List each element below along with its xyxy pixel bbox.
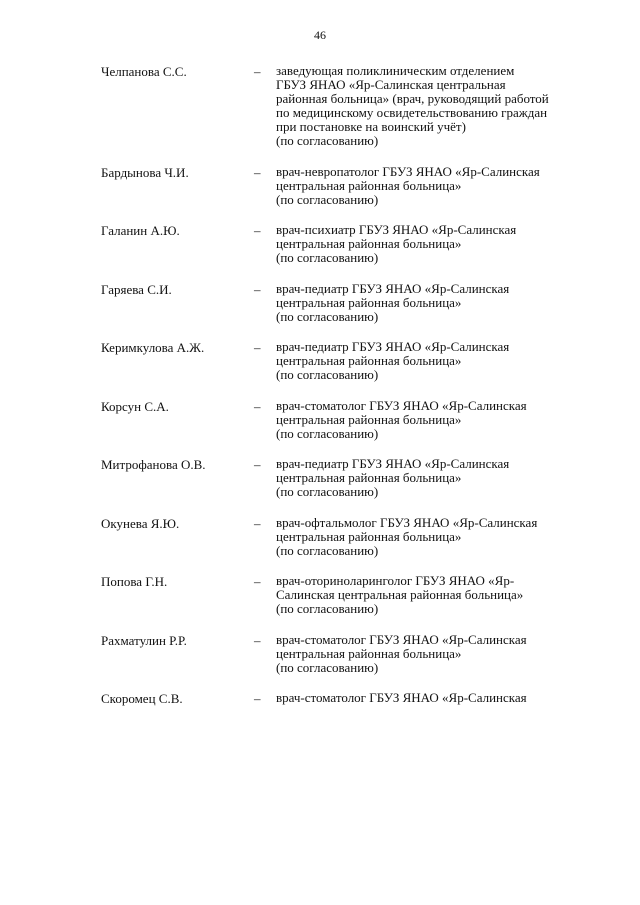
position-line: врач-оториноларинголог ГБУЗ ЯНАО «Яр- (276, 573, 515, 588)
member-name: Попова Г.Н. (101, 574, 168, 589)
member-entry (0, 457, 640, 499)
member-entry (0, 282, 640, 324)
dash-separator: – (254, 691, 261, 706)
member-entry (0, 633, 640, 675)
member-name: Галанин А.Ю. (101, 223, 180, 238)
position-line: Салинская центральная районная больница» (276, 587, 524, 602)
position-line: (по согласованию) (276, 484, 379, 499)
dash-separator: – (254, 223, 261, 238)
position-line: врач-стоматолог ГБУЗ ЯНАО «Яр-Салинская (276, 397, 527, 413)
position-line: центральная районная больница» (276, 236, 462, 251)
position-line: врач-стоматолог ГБУЗ ЯНАО «Яр-Салинская (276, 690, 527, 705)
member-name: Керимкулова А.Ж. (101, 340, 205, 355)
member-name: Скоромец С.В. (101, 691, 183, 706)
member-position (276, 399, 606, 441)
dash-separator: – (254, 632, 261, 648)
dash-separator: – (254, 574, 261, 589)
member-position (276, 574, 606, 616)
position-line: заведующая поликлиническим отделением (276, 63, 515, 78)
member-entry (0, 340, 640, 382)
member-position (276, 633, 606, 675)
commission-member-list (0, 64, 640, 722)
position-line: ГБУЗ ЯНАО «Яр-Салинская центральная (276, 77, 506, 92)
member-name: Окунева Я.Ю. (101, 515, 180, 531)
member-position (276, 64, 606, 148)
position-line: (по согласованию) (276, 133, 379, 148)
position-line: (по согласованию) (276, 601, 379, 616)
position-line: врач-педиатр ГБУЗ ЯНАО «Яр-Салинская (276, 456, 510, 471)
member-name: Рахматулин Р.Р. (101, 632, 187, 648)
member-position (276, 691, 606, 705)
position-line: центральная районная больница» (276, 411, 462, 427)
dash-separator: – (254, 281, 261, 297)
dash-separator: – (254, 64, 261, 79)
dash-separator: – (254, 398, 261, 414)
position-line: центральная районная больница» (276, 528, 462, 544)
position-line: (по согласованию) (276, 659, 379, 675)
member-position (276, 282, 606, 324)
position-line: по медицинскому освидетельствованию граждан (276, 105, 548, 120)
member-name: Митрофанова О.В. (101, 457, 206, 472)
member-entry (0, 223, 640, 265)
position-line: врач-стоматолог ГБУЗ ЯНАО «Яр-Салинская (276, 631, 527, 647)
dash-separator: – (254, 515, 261, 531)
position-line: врач-педиатр ГБУЗ ЯНАО «Яр-Салинская (276, 339, 510, 354)
position-line: (по согласованию) (276, 250, 379, 265)
position-line: при постановке на воинский учёт) (276, 119, 466, 134)
member-position (276, 457, 606, 499)
member-position (276, 223, 606, 265)
member-position (276, 516, 606, 558)
dash-separator: – (254, 164, 261, 180)
position-line: (по согласованию) (276, 367, 379, 382)
member-name: Челпанова С.С. (101, 64, 187, 79)
position-line: (по согласованию) (276, 191, 379, 207)
member-entry (0, 574, 640, 616)
member-entry (0, 691, 640, 705)
dash-separator: – (254, 340, 261, 355)
position-line: (по согласованию) (276, 308, 379, 324)
position-line: районная больница» (врач, руководящий работой (276, 91, 549, 106)
member-name: Гаряева С.И. (101, 281, 172, 297)
position-line: врач-педиатр ГБУЗ ЯНАО «Яр-Салинская (276, 280, 510, 296)
position-line: (по согласованию) (276, 425, 379, 441)
position-line: центральная районная больница» (276, 294, 462, 310)
member-entry (0, 516, 640, 558)
position-line: центральная районная больница» (276, 470, 462, 485)
dash-separator: – (254, 457, 261, 472)
position-line: врач-офтальмолог ГБУЗ ЯНАО «Яр-Салинская (276, 514, 538, 530)
member-entry (0, 165, 640, 207)
member-position (276, 340, 606, 382)
position-line: центральная районная больница» (276, 353, 462, 368)
position-line: центральная районная больница» (276, 645, 462, 661)
member-name: Бардынова Ч.И. (101, 164, 189, 180)
member-entry (0, 64, 640, 148)
position-line: (по согласованию) (276, 542, 379, 558)
member-name: Корсун С.А. (101, 398, 169, 414)
member-entry (0, 399, 640, 441)
page-number: 46 (314, 28, 326, 42)
member-position (276, 165, 606, 207)
position-line: центральная районная больница» (276, 177, 462, 193)
position-line: врач-невропатолог ГБУЗ ЯНАО «Яр-Салинская (276, 163, 540, 179)
position-line: врач-психиатр ГБУЗ ЯНАО «Яр-Салинская (276, 222, 517, 237)
